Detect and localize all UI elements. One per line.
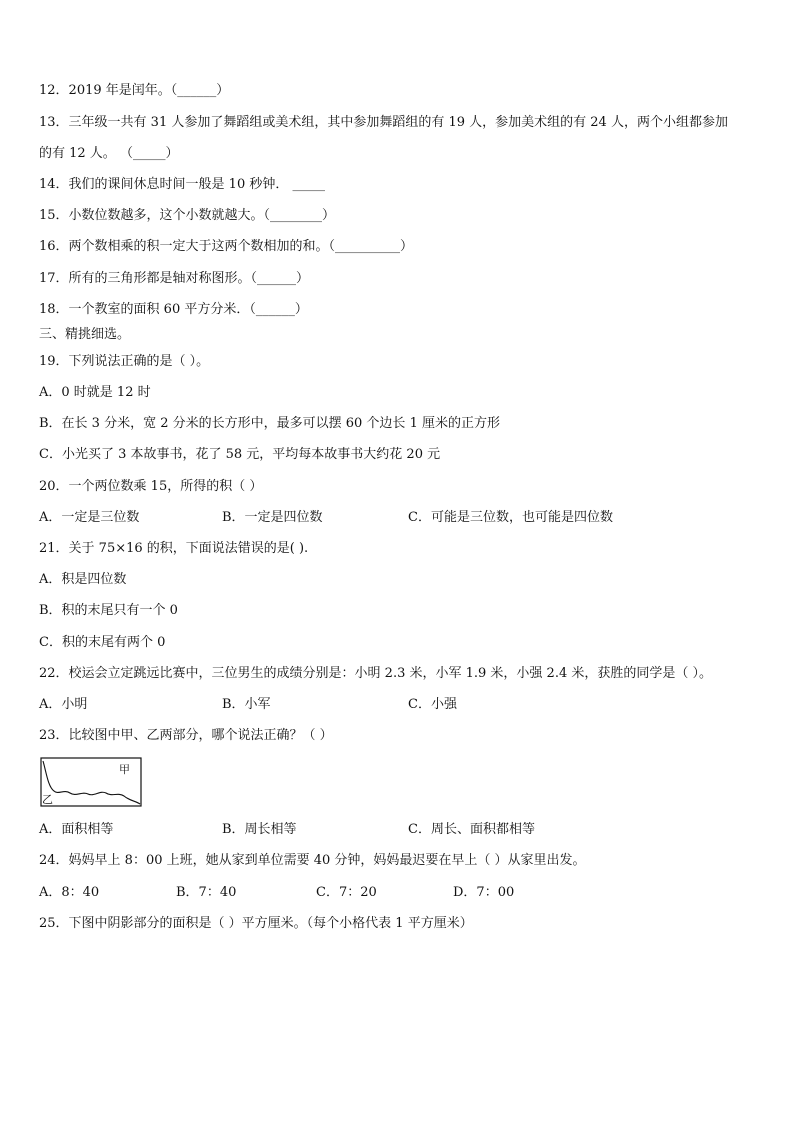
figure-label-jia: 甲 (119, 763, 130, 776)
question-22-option-a: A．小明 (39, 697, 88, 712)
question-13-line1: 13．三年级一共有 31 人参加了舞蹈组或美术组，其中参加舞蹈组的有 19 人，参加美术组的有 24 人，两个小组都参加 (39, 115, 728, 130)
question-21-option-c: C．积的末尾有两个 0 (39, 635, 166, 650)
question-23-option-c: C．周长、面积都相等 (408, 822, 535, 837)
question-16: 16．两个数相乘的积一定大于这两个数相加的和。（__________） (39, 239, 414, 254)
question-22-option-b: B．小军 (222, 697, 271, 712)
question-20-stem: 20．一个两位数乘 15，所得的积（ ） (39, 479, 263, 494)
question-15: 15．小数位数越多，这个小数就越大。（________） (39, 208, 336, 223)
question-21-stem: 21．关于 75×16 的积，下面说法错误的是( ). (39, 541, 309, 556)
question-22-option-c: C．小强 (408, 697, 457, 712)
question-13-line2: 的有 12 人。 （_____） (39, 146, 179, 161)
question-19-stem: 19．下列说法正确的是（ ）。 (39, 354, 210, 369)
question-19-option-a: A．0 时就是 12 时 (39, 385, 151, 400)
question-23-option-a: A．面积相等 (39, 822, 114, 837)
question-21-option-a: A．积是四位数 (39, 572, 127, 587)
question-17: 17．所有的三角形都是轴对称图形。（______） (39, 271, 310, 286)
question-22-stem: 22．校运会立定跳远比赛中，三位男生的成绩分别是：小明 2.3 米，小军 1.9 米，小强 2.4 米，获胜的同学是（ ）。 (39, 666, 712, 681)
question-20-option-c: C．可能是三位数，也可能是四位数 (408, 510, 613, 525)
question-24-option-b: B．7：40 (176, 885, 237, 900)
question-25: 25．下图中阴影部分的面积是（ ）平方厘米。（每个小格代表 1 平方厘米） (39, 916, 473, 931)
question-19-option-b: B．在长 3 分米，宽 2 分米的长方形中，最多可以摆 60 个边长 1 厘米的正方形 (39, 416, 500, 431)
question-23-figure (40, 757, 142, 807)
question-18: 18．一个教室的面积 60 平方分米．（______） (39, 302, 308, 317)
question-24-option-d: D．7：00 (453, 885, 515, 900)
question-21-option-b: B．积的末尾只有一个 0 (39, 603, 178, 618)
question-12: 12．2019 年是闰年。（______） (39, 83, 230, 98)
question-20-option-a: A．一定是三位数 (39, 510, 140, 525)
question-24-option-c: C．7：20 (316, 885, 377, 900)
question-14: 14．我们的课间休息时间一般是 10 秒钟． _____ (39, 177, 325, 192)
section-heading-3: 三、精挑细选。 (39, 327, 131, 342)
question-20-option-b: B．一定是四位数 (222, 510, 323, 525)
question-24-option-a: A．8：40 (39, 885, 100, 900)
question-24-stem: 24．妈妈早上 8：00 上班，她从家到单位需要 40 分钟，妈妈最迟要在早上（ ）从家里出发。 (39, 853, 586, 868)
figure-label-yi: 乙 (42, 793, 53, 806)
question-23-stem: 23．比较图中甲、乙两部分，哪个说法正确？（ ） (39, 728, 333, 743)
question-23-option-b: B．周长相等 (222, 822, 297, 837)
question-19-option-c: C．小光买了 3 本故事书，花了 58 元，平均每本故事书大约花 20 元 (39, 447, 441, 462)
